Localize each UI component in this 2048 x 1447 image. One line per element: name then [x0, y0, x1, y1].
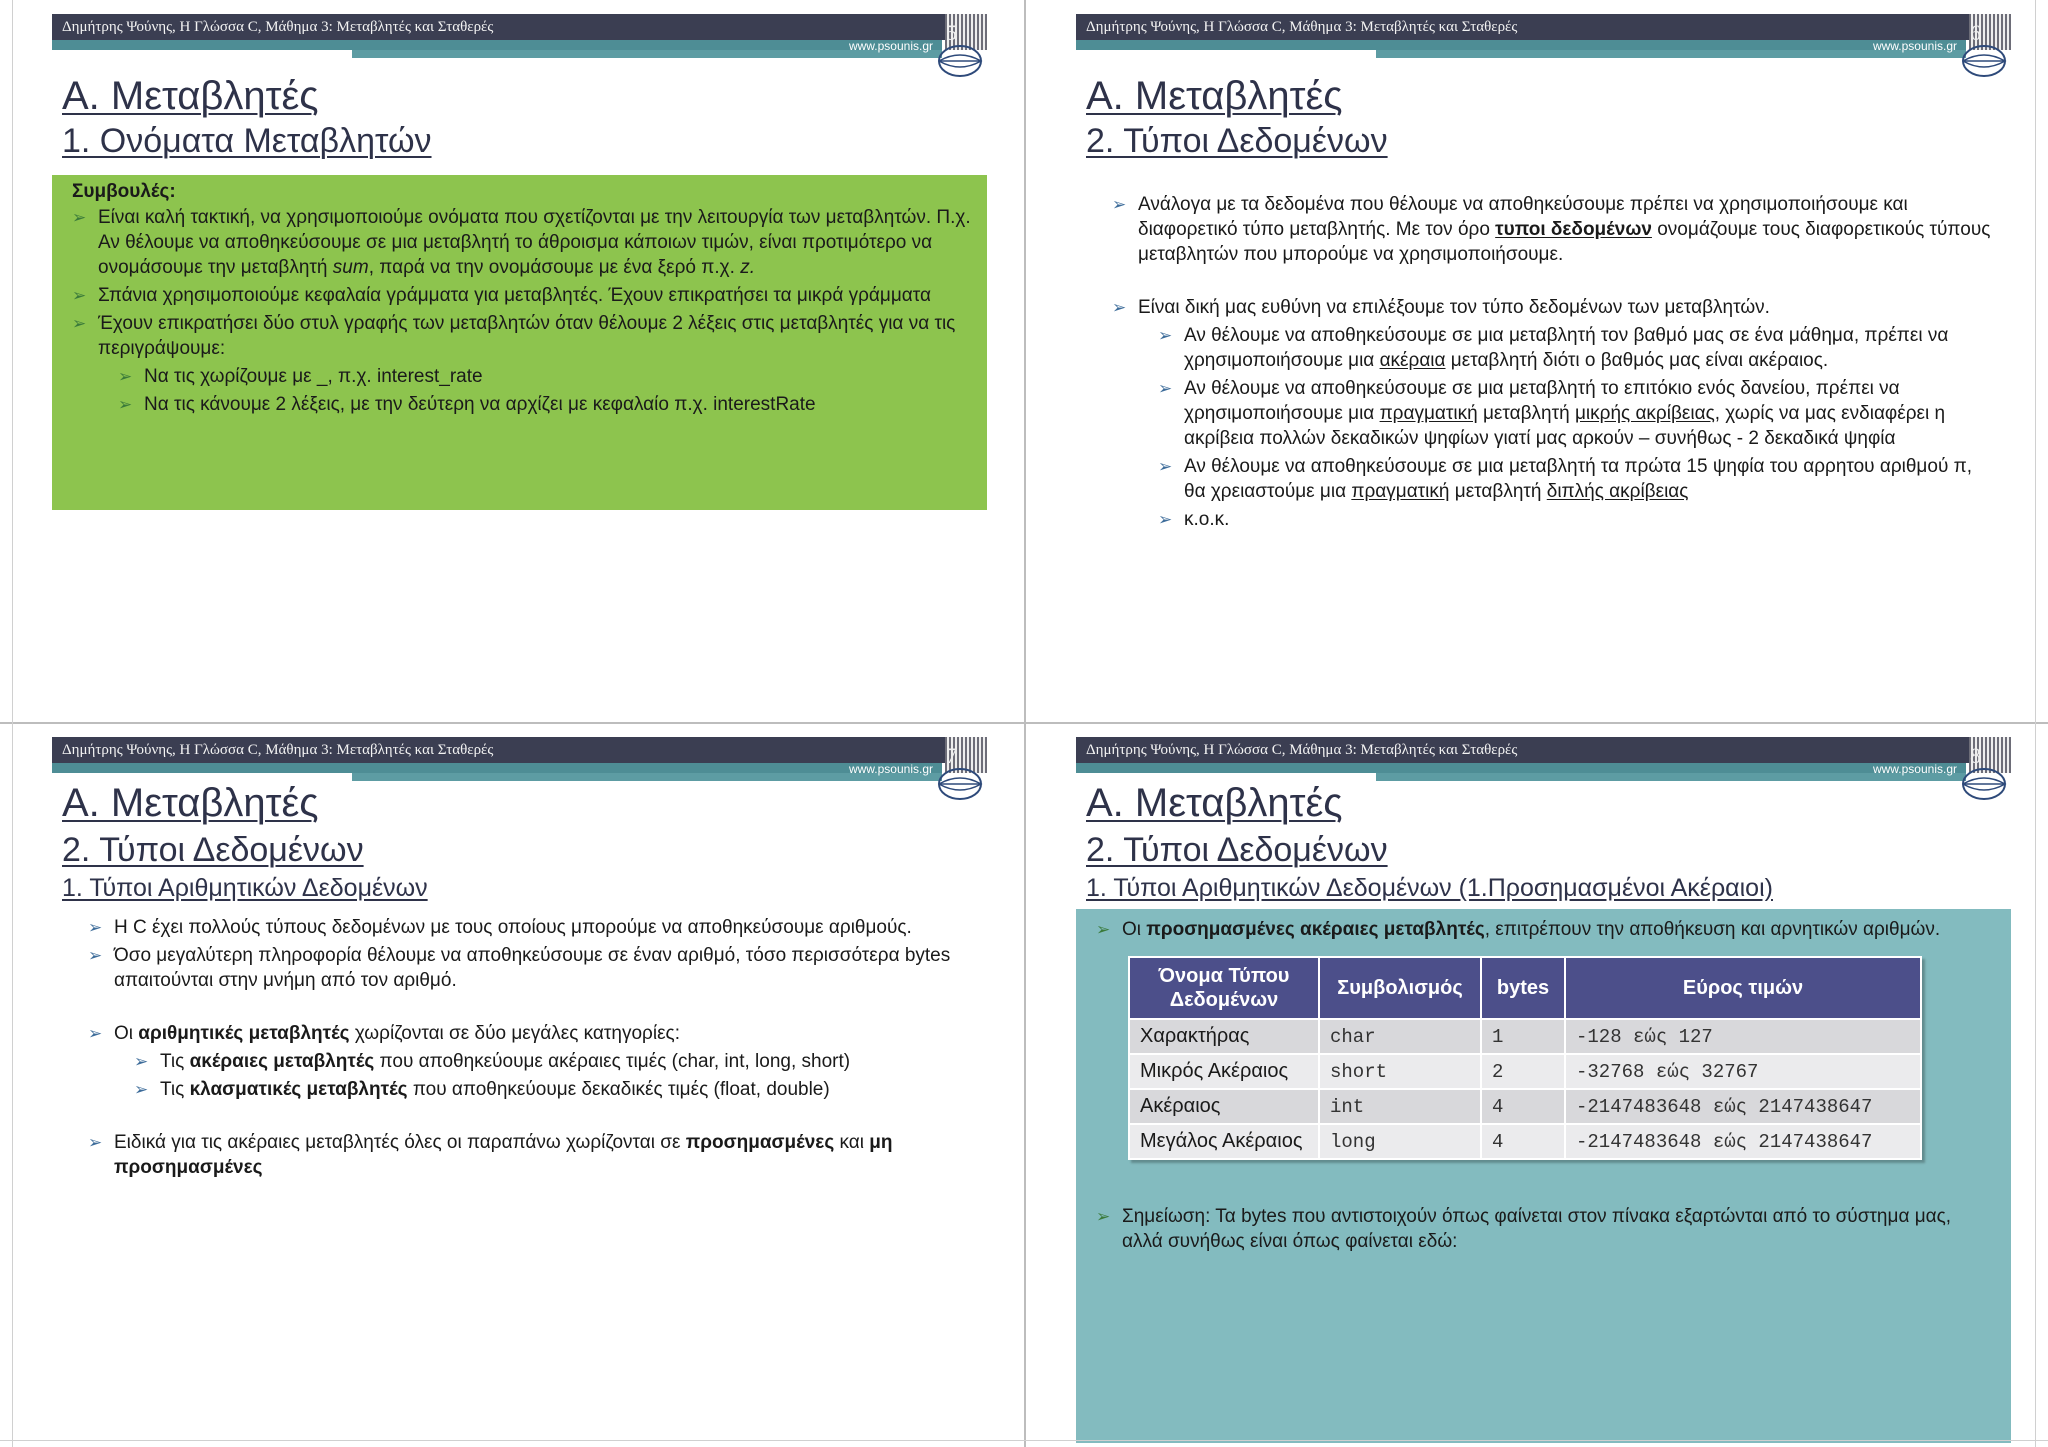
table-cell: -2147483648 εώς 2147438647: [1565, 1124, 1921, 1159]
header-title: Δημήτρης Ψούνης, Η Γλώσσα C, Μάθημα 3: Μεταβλητές και Σταθερές: [1086, 742, 1518, 758]
header-url: www.psounis.gr: [848, 39, 933, 53]
header-url: www.psounis.gr: [1872, 762, 1957, 776]
page-number: 8: [1970, 743, 1981, 768]
header-url: www.psounis.gr: [848, 762, 933, 776]
table-cell: short: [1319, 1054, 1481, 1089]
slide-subtitle: 2. Τύποι Δεδομένων: [62, 831, 364, 869]
page-number: 5: [946, 20, 957, 45]
list-item: ➢ Αν θέλουμε να αποθηκεύσουμε σε μια μεταβλητή τα πρώτα 15 ψηφία του αρρητου αριθμού π, θα χρειαστούμε μια πραγματική μεταβλητή διπλής ακρίβειας: [1158, 454, 1991, 504]
slide-header: [52, 737, 987, 781]
slide-body: [52, 915, 987, 1183]
table-cell: Μικρός Ακέραιος: [1129, 1054, 1319, 1089]
list-item: ➢ Τις ακέραιες μεταβλητές που αποθηκεύουμε ακέραιες τιμές (char, int, long, short): [134, 1049, 967, 1074]
header-accent-bar: [1076, 763, 1966, 773]
header-title: Δημήτρης Ψούνης, Η Γλώσσα C, Μάθημα 3: Μεταβλητές και Σταθερές: [62, 742, 494, 758]
table-row: [1129, 1019, 1921, 1054]
slide-subtitle: 2. Τύποι Δεδομένων: [1086, 831, 1388, 869]
globe-logo-icon: [937, 767, 983, 801]
table-cell: long: [1319, 1124, 1481, 1159]
header-accent-bar: [1076, 40, 1966, 50]
list-item: ➢ Όσο μεγαλύτερη πληροφορία θέλουμε να αποθηκεύσουμε σε έναν αριθμό, τόσο περισσότερα bytes απαιτούνται στην μνήμη από τον αριθμό.: [88, 943, 967, 993]
table-cell: 4: [1481, 1089, 1565, 1124]
bullet-list: [1096, 1204, 1995, 1254]
table-cell: 1: [1481, 1019, 1565, 1054]
bullet-list: [1112, 295, 1991, 532]
list-item: ➢ Αν θέλουμε να αποθηκεύσουμε σε μια μεταβλητή τον βαθμό μας σε ένα μάθημα, πρέπει να χρησιμοποιήσουμε μια ακέραια μεταβλητή διότι ο βαθμός μας είναι ακέραιος.: [1158, 323, 1991, 373]
list-item: ➢ Να τις κάνουμε 2 λέξεις, με την δεύτερη να αρχίζει με κεφαλαίο π.χ. interestRate: [118, 392, 971, 417]
list-item: ➢ Είναι καλή τακτική, να χρησιμοποιούμε ονόματα που σχετίζονται με την λειτουργία των μεταβλητών. Π.χ. Αν θέλουμε να αποθηκεύσουμε σε μια μεταβλητή το άθροισμα κάποιων τιμών, είναι προτιμότερο να ονομάσουμε την μεταβλητή sum, παρά να την ονομάσουμε με ένα ξερό π.χ. z.: [72, 205, 971, 280]
slide-subsubtitle: 1. Τύποι Αριθμητικών Δεδομένων: [62, 874, 428, 902]
header-title: Δημήτρης Ψούνης, Η Γλώσσα C, Μάθημα 3: Μεταβλητές και Σταθερές: [62, 19, 494, 35]
signed-integers-box: [1076, 909, 2011, 1443]
list-item: ➢ Οι προσημασμένες ακέραιες μεταβλητές, επιτρέπουν την αποθήκευση και αρνητικών αριθμών.: [1096, 917, 1995, 942]
slide-header: [1076, 737, 2011, 781]
bullet-list: [88, 915, 967, 993]
sub-list: [1158, 323, 1991, 532]
table-row: [1129, 1124, 1921, 1159]
table-cell: Ακέραιος: [1129, 1089, 1319, 1124]
list-item: ➢ Σπάνια χρησιμοποιούμε κεφαλαία γράμματα για μεταβλητές. Έχουν επικρατήσει τα μικρά γράμματα: [72, 283, 971, 308]
list-item: ➢ Αν θέλουμε να αποθηκεύσουμε σε μια μεταβλητή το επιτόκιο ενός δανείου, πρέπει να χρησιμοποιήσουμε μια πραγματική μεταβλητή μικρής ακρίβειας, χωρίς να μας ενδιαφέρει η ακρίβεια πολλών δεκαδικών ψηφίων γιατί μας αρκούν – συνήθως - 2 δεκαδικά ψηφία: [1158, 376, 1991, 451]
slide-title: Α. Μεταβλητές: [1086, 781, 1343, 825]
slide-body: [1076, 192, 2011, 535]
globe-logo-icon: [1961, 767, 2007, 801]
list-item: ➢ Ανάλογα με τα δεδομένα που θέλουμε να αποθηκεύσουμε πρέπει να χρησιμοποιήσουμε και διαφορετικό τύπο μεταβλητής. Με τον όρο τυποι δεδομένων ονομάζουμε τους διαφορετικούς τύπους μεταβλητών που μπορούμε να χρησιμοποιήσουμε.: [1112, 192, 1991, 267]
list-item: ➢ Η C έχει πολλούς τύπους δεδομένων με τους οποίους μπορούμε να αποθηκεύσουμε αριθμούς.: [88, 915, 967, 940]
table-cell: char: [1319, 1019, 1481, 1054]
slide-subtitle: 2. Τύποι Δεδομένων: [1086, 122, 1388, 160]
list-item: ➢ κ.ο.κ.: [1158, 507, 1991, 532]
bullet-list: [1112, 192, 1991, 267]
list-item: ➢ Ειδικά για τις ακέραιες μεταβλητές όλες οι παραπάνω χωρίζονται σε προσημασμένες και μη προσημασμένες: [88, 1130, 967, 1180]
header-title: Δημήτρης Ψούνης, Η Γλώσσα C, Μάθημα 3: Μεταβλητές και Σταθερές: [1086, 19, 1518, 35]
bullet-list: [1096, 917, 1995, 942]
table-cell: -2147483648 εώς 2147438647: [1565, 1089, 1921, 1124]
tips-box: [52, 175, 987, 510]
table-cell: Μεγάλος Ακέραιος: [1129, 1124, 1319, 1159]
globe-logo-icon: [1961, 44, 2007, 78]
slide-8: [1024, 723, 2048, 1446]
divider: [0, 722, 2048, 724]
divider: [12, 0, 13, 1447]
list-item: ➢ Τις κλασματικές μεταβλητές που αποθηκεύουμε δεκαδικές τιμές (float, double): [134, 1077, 967, 1102]
sub-list: [118, 364, 971, 417]
slide-7: [0, 723, 1024, 1446]
page-number: 6: [1970, 20, 1981, 45]
divider: [2035, 0, 2036, 1447]
list-item: ➢ Να τις χωρίζουμε με _, π.χ. interest_rate: [118, 364, 971, 389]
slide-subsubtitle: 1. Τύποι Αριθμητικών Δεδομένων (1.Προσημασμένοι Ακέραιοι): [1086, 874, 1773, 902]
table-row: [1129, 1054, 1921, 1089]
list-item: ➢ Σημείωση: Τα bytes που αντιστοιχούν όπως φαίνεται στον πίνακα εξαρτώνται από το σύστημα μας, αλλά συνήθως είναι όπως φαίνεται εδώ:: [1096, 1204, 1995, 1254]
column-header: Συμβολισμός: [1319, 957, 1481, 1019]
list-item: ➢ Έχουν επικρατήσει δύο στυλ γραφής των μεταβλητών όταν θέλουμε 2 λέξεις στις μεταβλητές για να τις περιγράψουμε: ➢ Να τις χωρίζουμε με _, π.χ. interest_rate ➢ Να τις κάνουμε 2 λέξεις, με την δεύτερη να αρχίζει με κεφαλαίο π.χ. interestRate: [72, 311, 971, 417]
tips-heading: Συμβουλές:: [72, 181, 176, 202]
list-item: ➢ Οι αριθμητικές μεταβλητές χωρίζονται σε δύο μεγάλες κατηγορίες: ➢ Τις ακέραιες μεταβλητές που αποθηκεύουμε ακέραιες τιμές (char, int, long, short) ➢ Τις κλασματικές μεταβλητές που αποθηκεύουμε δεκαδικές τιμές (float, double): [88, 1021, 967, 1102]
header-url: www.psounis.gr: [1872, 39, 1957, 53]
table-cell: Χαρακτήρας: [1129, 1019, 1319, 1054]
table-cell: 2: [1481, 1054, 1565, 1089]
header-accent-bar: [52, 40, 942, 50]
globe-logo-icon: [937, 44, 983, 78]
slide-6: [1024, 0, 2048, 723]
table-cell: int: [1319, 1089, 1481, 1124]
slide-title: Α. Μεταβλητές: [62, 74, 319, 118]
tips-list: [72, 205, 971, 417]
divider: [0, 1440, 2048, 1441]
slide-title: Α. Μεταβλητές: [62, 781, 319, 825]
column-header: bytes: [1481, 957, 1565, 1019]
integer-types-table: [1128, 956, 1922, 1160]
header-accent-bar: [52, 763, 942, 773]
page-number: 7: [946, 743, 957, 768]
table-cell: 4: [1481, 1124, 1565, 1159]
slide-header: [1076, 14, 2011, 58]
sub-list: [134, 1049, 967, 1102]
column-header: Εύρος τιμών: [1565, 957, 1921, 1019]
slide-subtitle: 1. Ονόματα Μεταβλητών: [62, 122, 432, 160]
table-row: [1129, 1089, 1921, 1124]
slide-header: [52, 14, 987, 58]
column-header: Όνομα Τύπου Δεδομένων: [1129, 957, 1319, 1019]
bullet-list: [88, 1021, 967, 1102]
list-item: ➢ Είναι δική μας ευθύνη να επιλέξουμε τον τύπο δεδομένων των μεταβλητών. ➢ Αν θέλουμε να αποθηκεύσουμε σε μια μεταβλητή τον βαθμό μας σε ένα μάθημα, πρέπει να χρησιμοποιήσουμε μια ακέραια μεταβλητή διότι ο βαθμός μας είναι ακέραιος. ➢ Αν θέλουμε να αποθηκεύσουμε σε μια μεταβλητή το επιτόκιο ενός δανείου, πρέπει να χρησιμοποιήσουμε μια πραγματική μεταβλητή μικρής ακρίβειας, χωρίς να μας ενδιαφέρει η ακρίβεια πολλών δεκαδικών ψηφίων γιατί μας αρκούν – συνήθως - 2 δεκαδικά ψηφία ➢ Αν θέλουμε να αποθηκεύσουμε σε μια μεταβλητή τα πρώτα 15 ψηφία του αρρητου αριθμού π, θα χρειαστούμε μια πραγματική μεταβλητή διπλής ακρίβειας ➢ κ.ο.κ.: [1112, 295, 1991, 532]
table-cell: -32768 εώς 32767: [1565, 1054, 1921, 1089]
table-cell: -128 εώς 127: [1565, 1019, 1921, 1054]
slide-5: [0, 0, 1024, 723]
bullet-list: [88, 1130, 967, 1180]
table-header-row: [1129, 957, 1921, 1019]
slide-title: Α. Μεταβλητές: [1086, 74, 1343, 118]
